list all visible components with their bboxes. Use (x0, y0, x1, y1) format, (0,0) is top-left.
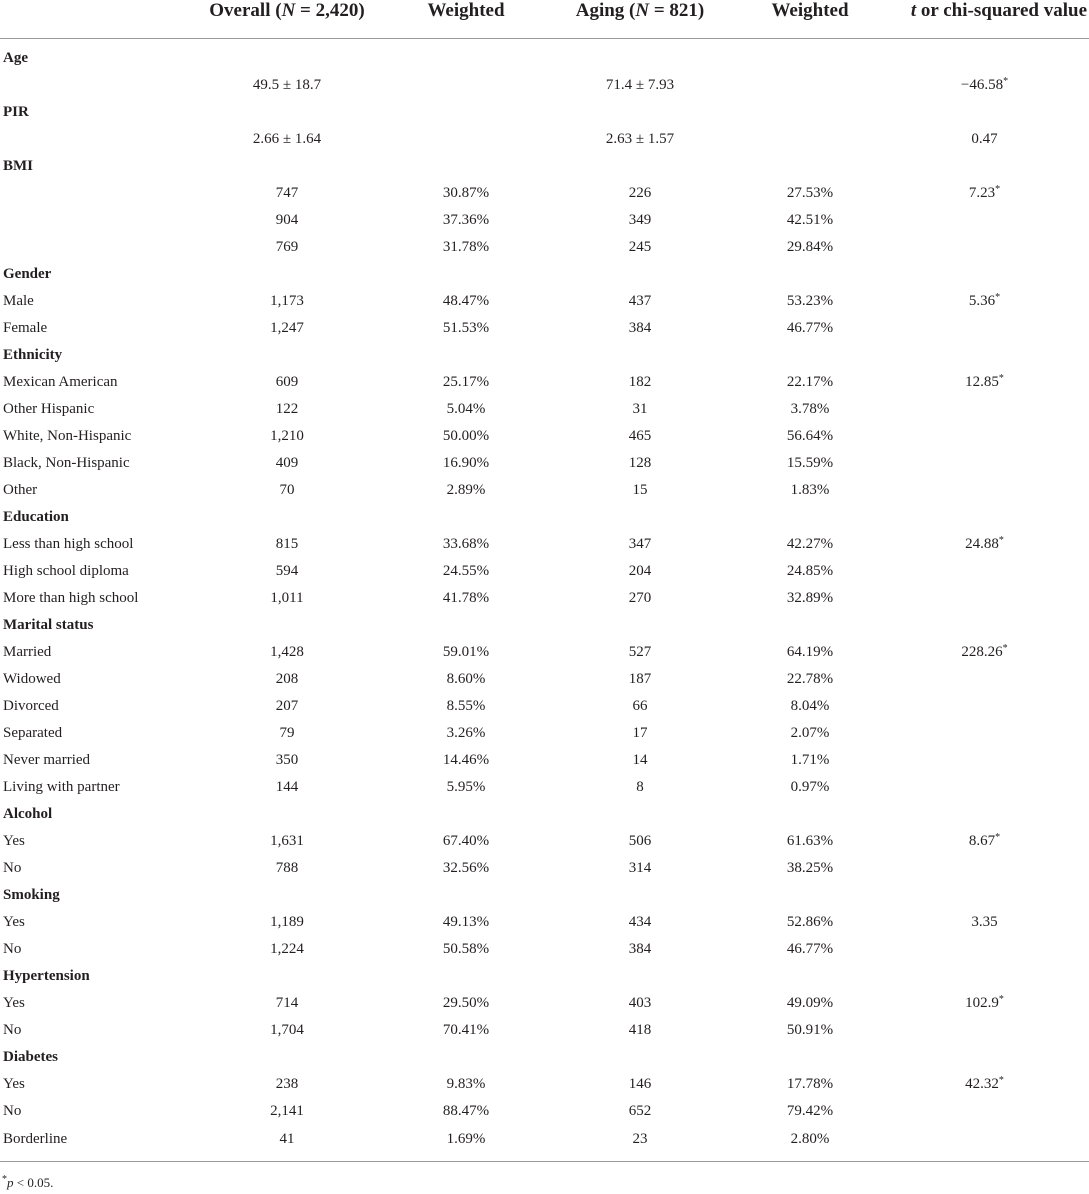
footnote-star: * (2, 1174, 7, 1185)
aging-count: 349 (628, 212, 652, 228)
overall-count: 1,247 (270, 320, 304, 336)
test-statistic-value: 12.85 (965, 374, 999, 390)
table-row (0, 774, 1089, 801)
test-statistic (880, 234, 1089, 261)
aging-count: 14 (632, 752, 648, 768)
table-row (0, 936, 1089, 963)
significance-marker: * (995, 184, 1001, 195)
overall-count: 1,210 (270, 428, 304, 444)
test-statistic (880, 126, 1089, 153)
aging-weighted-percent: 29.84% (786, 239, 834, 255)
overall-count: 1,011 (270, 590, 304, 606)
table-row (0, 1098, 1089, 1125)
table-row (0, 828, 1089, 855)
table-row (0, 1017, 1089, 1044)
aging-weighted-percent: 22.78% (786, 671, 834, 687)
header-variable (0, 0, 182, 39)
table-row (0, 531, 1089, 558)
overall-count: 207 (275, 698, 299, 714)
significance-marker: * (998, 1075, 1004, 1086)
aging-weighted-percent: 42.51% (786, 212, 834, 228)
aging-weighted-percent: 46.77% (786, 320, 834, 336)
aging-weighted-percent: 2.07% (790, 725, 830, 741)
row-label: High school diploma (3, 563, 129, 579)
aging-weighted-percent: 42.27% (786, 536, 834, 552)
test-statistic-value: 3.35 (971, 914, 998, 930)
overall-weighted-percent: 9.83% (446, 1076, 486, 1092)
overall-weighted-percent: 2.89% (446, 482, 486, 498)
table-row (0, 72, 1089, 99)
row-label: Other Hispanic (3, 401, 95, 417)
aging-count: 204 (628, 563, 652, 579)
test-statistic-value: 7.23 (968, 185, 996, 201)
table-row (0, 396, 1089, 423)
aging-count: 8 (636, 779, 644, 795)
section-label: Gender (3, 266, 52, 282)
table-row (0, 639, 1089, 666)
section-row (0, 261, 1089, 288)
section-label: Ethnicity (3, 347, 63, 363)
row-label: More than high school (3, 590, 139, 606)
aging-count: 66 (632, 698, 648, 714)
overall-weighted-percent: 5.95% (446, 779, 486, 795)
test-statistic (880, 747, 1089, 774)
test-statistic (880, 1098, 1089, 1125)
overall-weighted-percent: 51.53% (442, 320, 490, 336)
aging-weighted-percent: 32.89% (786, 590, 834, 606)
overall-weighted-percent: 59.01% (442, 644, 490, 660)
aging-weighted-percent: 17.78% (786, 1076, 834, 1092)
overall-weighted-percent: 29.50% (442, 995, 490, 1011)
overall-count: 1,631 (270, 833, 304, 849)
row-label: Divorced (3, 698, 59, 714)
table-row (0, 288, 1089, 315)
significance-marker: * (998, 373, 1004, 384)
test-statistic (880, 855, 1089, 882)
aging-count: 652 (628, 1103, 652, 1119)
overall-count: 2.66 ± 1.64 (252, 131, 322, 147)
significance-marker: * (995, 292, 1001, 303)
significance-marker: * (1002, 643, 1008, 654)
test-statistic (880, 828, 1089, 855)
row-label: Widowed (3, 671, 61, 687)
overall-count: 144 (275, 779, 299, 795)
row-label: Yes (3, 833, 25, 849)
aging-count: 23 (540, 1125, 740, 1162)
section-row (0, 342, 1089, 369)
table-row (0, 207, 1089, 234)
overall-count: 594 (275, 563, 299, 579)
test-statistic (880, 288, 1089, 315)
header-overall-n: N (281, 0, 296, 21)
test-statistic (880, 639, 1089, 666)
section-label: Education (3, 509, 69, 525)
overall-count: 1,704 (270, 1022, 304, 1038)
aging-weighted-percent: 64.19% (786, 644, 834, 660)
row-label: White, Non-Hispanic (3, 428, 132, 444)
header-overall (182, 0, 392, 39)
section-row (0, 39, 1089, 73)
overall-weighted-percent: 70.41% (442, 1022, 490, 1038)
test-statistic (880, 1071, 1089, 1098)
overall-weighted-percent: 16.90% (442, 455, 490, 471)
aging-weighted-percent: 49.09% (786, 995, 834, 1011)
test-statistic-value: 8.67 (968, 833, 996, 849)
test-statistic (880, 990, 1089, 1017)
aging-count: 2.63 ± 1.57 (605, 131, 675, 147)
aging-weighted-percent: 52.86% (786, 914, 834, 930)
overall-weighted-percent: 8.55% (446, 698, 486, 714)
aging-count: 506 (628, 833, 652, 849)
row-label: No (3, 860, 22, 876)
overall-count: 747 (275, 185, 299, 201)
aging-weighted-percent: 50.91% (786, 1022, 834, 1038)
section-row (0, 1044, 1089, 1071)
table-row (0, 720, 1089, 747)
row-label: No (3, 1103, 22, 1119)
overall-count: 2,141 (270, 1103, 304, 1119)
test-statistic (880, 369, 1089, 396)
header-overall-label: Overall ( (209, 0, 282, 21)
section-row (0, 801, 1089, 828)
test-statistic (880, 1125, 1089, 1162)
overall-weighted-percent: 48.47% (442, 293, 490, 309)
header-weighted-aging: Weighted (740, 0, 880, 39)
overall-weighted-percent: 5.04% (446, 401, 486, 417)
overall-count: 238 (275, 1076, 299, 1092)
row-label (0, 180, 182, 207)
overall-weighted-percent: 41.78% (442, 590, 490, 606)
table-body (0, 39, 1089, 1162)
aging-weighted-percent: 8.04% (790, 698, 830, 714)
table-row (0, 1125, 1089, 1162)
overall-weighted-percent: 49.13% (442, 914, 490, 930)
table-row (0, 909, 1089, 936)
section-row (0, 612, 1089, 639)
table-row (0, 990, 1089, 1017)
overall-count: 609 (275, 374, 299, 390)
footnote-p: p (7, 1175, 14, 1190)
aging-count: 403 (628, 995, 652, 1011)
aging-count: 187 (628, 671, 652, 687)
overall-count: 70 (279, 482, 295, 498)
row-label: Married (3, 644, 52, 660)
aging-count: 418 (628, 1022, 652, 1038)
aging-weighted-percent: 2.80% (740, 1125, 880, 1162)
overall-count: 769 (275, 239, 299, 255)
overall-weighted-percent: 3.26% (446, 725, 486, 741)
overall-weighted-percent: 50.00% (442, 428, 490, 444)
row-label: Male (3, 293, 34, 309)
overall-count: 208 (275, 671, 299, 687)
aging-weighted-percent: 24.85% (786, 563, 834, 579)
section-label: Marital status (3, 617, 94, 633)
overall-weighted-percent: 24.55% (442, 563, 490, 579)
table-row (0, 450, 1089, 477)
significance-marker: * (998, 535, 1004, 546)
overall-count: 788 (275, 860, 299, 876)
table-row (0, 666, 1089, 693)
overall-count: 1,189 (270, 914, 304, 930)
test-statistic (880, 315, 1089, 342)
aging-count: 226 (628, 185, 652, 201)
header-aging-label: Aging ( (575, 0, 636, 21)
overall-weighted-percent: 31.78% (442, 239, 490, 255)
test-statistic (880, 666, 1089, 693)
aging-count: 270 (628, 590, 652, 606)
header-weighted-overall: Weighted (392, 0, 540, 39)
aging-weighted-percent (740, 126, 880, 153)
row-label: Yes (3, 1076, 25, 1092)
test-statistic (880, 558, 1089, 585)
section-row (0, 99, 1089, 126)
overall-weighted-percent: 33.68% (442, 536, 490, 552)
section-label: BMI (3, 158, 33, 174)
header-statistic (880, 0, 1089, 39)
section-label: Hypertension (3, 968, 90, 984)
overall-count: 41 (182, 1125, 392, 1162)
overall-count: 714 (275, 995, 299, 1011)
overall-weighted-percent: 37.36% (442, 212, 490, 228)
aging-weighted-percent: 3.78% (790, 401, 830, 417)
table-row (0, 585, 1089, 612)
overall-weighted-percent: 50.58% (442, 941, 490, 957)
overall-weighted-percent: 32.56% (442, 860, 490, 876)
aging-weighted-percent: 38.25% (786, 860, 834, 876)
aging-weighted-percent: 22.17% (786, 374, 834, 390)
table-row (0, 558, 1089, 585)
aging-count: 347 (628, 536, 652, 552)
row-label: Living with partner (3, 779, 120, 795)
aging-weighted-percent: 46.77% (786, 941, 834, 957)
aging-count: 15 (632, 482, 648, 498)
aging-count: 71.4 ± 7.93 (605, 77, 675, 93)
aging-count: 314 (628, 860, 652, 876)
overall-weighted-percent: 14.46% (442, 752, 490, 768)
header-overall-count: = 2,420) (295, 0, 365, 21)
overall-count: 409 (275, 455, 299, 471)
table-row (0, 423, 1089, 450)
section-label: Age (3, 50, 28, 66)
overall-weighted-percent: 88.47% (442, 1103, 490, 1119)
test-statistic-value: 24.88 (965, 536, 999, 552)
test-statistic-value: 5.36 (968, 293, 996, 309)
row-label: Other (3, 482, 38, 498)
test-statistic-value: 102.9 (965, 995, 999, 1011)
aging-weighted-percent: 0.97% (790, 779, 830, 795)
aging-count: 182 (628, 374, 652, 390)
overall-weighted-percent (392, 72, 540, 99)
aging-weighted-percent: 61.63% (786, 833, 834, 849)
overall-count: 904 (275, 212, 299, 228)
test-statistic (880, 936, 1089, 963)
overall-count: 815 (275, 536, 299, 552)
table-row (0, 855, 1089, 882)
test-statistic-value: 0.47 (971, 131, 998, 147)
overall-count: 49.5 ± 18.7 (252, 77, 322, 93)
overall-count: 1,428 (270, 644, 304, 660)
header-statistic-t: t (910, 0, 917, 21)
aging-weighted-percent: 15.59% (786, 455, 834, 471)
table-row (0, 1071, 1089, 1098)
significance-marker: * (1003, 76, 1009, 87)
section-label: Diabetes (3, 1049, 58, 1065)
test-statistic-value: 42.32 (965, 1076, 999, 1092)
row-label: Borderline (0, 1125, 182, 1162)
significance-marker: * (998, 994, 1004, 1005)
aging-count: 437 (628, 293, 652, 309)
aging-count: 384 (628, 941, 652, 957)
row-label: Yes (3, 914, 25, 930)
row-label: Separated (3, 725, 63, 741)
aging-count: 465 (628, 428, 652, 444)
aging-count: 434 (628, 914, 652, 930)
test-statistic-value: −46.58 (960, 77, 1004, 93)
aging-count: 245 (628, 239, 652, 255)
test-statistic (880, 909, 1089, 936)
overall-weighted-percent: 25.17% (442, 374, 490, 390)
test-statistic (880, 585, 1089, 612)
aging-weighted-percent: 56.64% (786, 428, 834, 444)
significance-marker: * (995, 832, 1001, 843)
aging-count: 17 (632, 725, 648, 741)
table-row (0, 234, 1089, 261)
row-label: Never married (3, 752, 91, 768)
overall-count: 1,173 (270, 293, 304, 309)
test-statistic (880, 774, 1089, 801)
overall-weighted-percent: 67.40% (442, 833, 490, 849)
table-row (0, 369, 1089, 396)
section-row (0, 963, 1089, 990)
test-statistic (880, 720, 1089, 747)
section-row (0, 882, 1089, 909)
aging-weighted-percent: 27.53% (786, 185, 834, 201)
test-statistic (880, 207, 1089, 234)
overall-weighted-percent (392, 126, 540, 153)
test-statistic-value: 228.26 (961, 644, 1003, 660)
table-row (0, 693, 1089, 720)
section-row (0, 504, 1089, 531)
row-label (0, 207, 182, 234)
aging-weighted-percent: 1.83% (790, 482, 830, 498)
test-statistic (880, 450, 1089, 477)
header-aging (540, 0, 740, 39)
test-statistic (880, 531, 1089, 558)
aging-weighted-percent: 79.42% (786, 1103, 834, 1119)
aging-count: 146 (628, 1076, 652, 1092)
row-label (0, 72, 182, 99)
section-label: PIR (3, 104, 29, 120)
row-label: Yes (3, 995, 25, 1011)
overall-count: 79 (279, 725, 295, 741)
aging-weighted-percent: 1.71% (790, 752, 830, 768)
header-aging-n: N (635, 0, 650, 21)
overall-weighted-percent: 1.69% (392, 1125, 540, 1162)
overall-weighted-percent: 30.87% (442, 185, 490, 201)
row-label: Black, Non-Hispanic (3, 455, 130, 471)
row-label (0, 234, 182, 261)
overall-count: 350 (275, 752, 299, 768)
row-label: Less than high school (3, 536, 134, 552)
test-statistic (880, 693, 1089, 720)
test-statistic (880, 477, 1089, 504)
test-statistic (880, 423, 1089, 450)
row-label: Female (3, 320, 48, 336)
footnote-text: < 0.05. (13, 1175, 54, 1190)
row-label: Mexican American (3, 374, 118, 390)
aging-count: 527 (628, 644, 652, 660)
overall-count: 1,224 (270, 941, 304, 957)
test-statistic (880, 1017, 1089, 1044)
section-row (0, 153, 1089, 180)
table-header (0, 0, 1089, 39)
footnote (2, 1175, 53, 1191)
table-row (0, 477, 1089, 504)
aging-weighted-percent (740, 72, 880, 99)
row-label: No (3, 1022, 22, 1038)
test-statistic (880, 72, 1089, 99)
table-row (0, 180, 1089, 207)
section-label: Alcohol (3, 806, 53, 822)
aging-count: 384 (628, 320, 652, 336)
aging-count: 31 (632, 401, 648, 417)
overall-count: 122 (275, 401, 299, 417)
overall-weighted-percent: 8.60% (446, 671, 486, 687)
header-statistic-label: or chi-squared value (916, 0, 1087, 21)
header-row (0, 0, 1089, 39)
aging-count: 128 (628, 455, 652, 471)
table-row (0, 126, 1089, 153)
row-label: No (3, 941, 22, 957)
test-statistic (880, 396, 1089, 423)
table-row (0, 747, 1089, 774)
table-row (0, 315, 1089, 342)
section-label: Smoking (3, 887, 60, 903)
header-aging-count: = 821) (649, 0, 705, 21)
row-label (0, 126, 182, 153)
aging-weighted-percent: 53.23% (786, 293, 834, 309)
test-statistic (880, 180, 1089, 207)
